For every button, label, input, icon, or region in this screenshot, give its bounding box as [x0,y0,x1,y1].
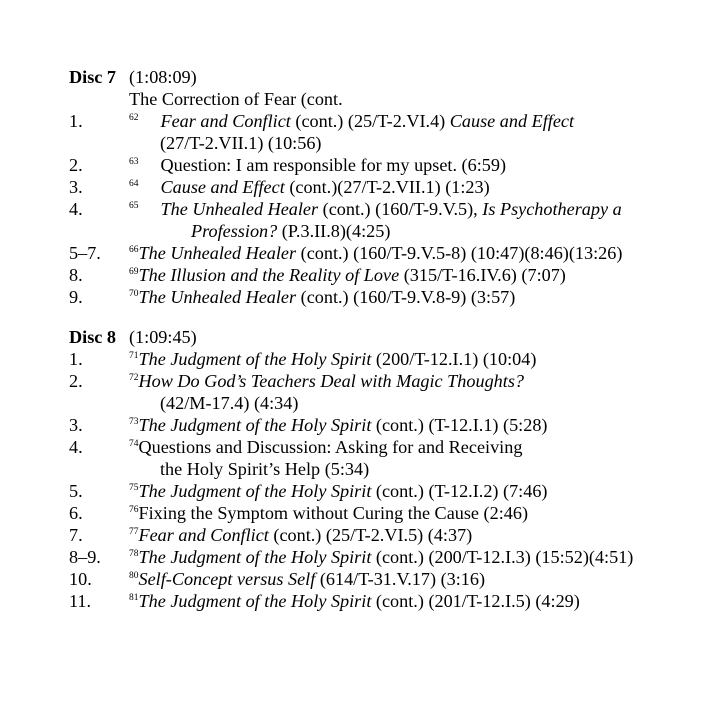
disc-7-section [69,66,689,308]
disc-subtitle: The Correction of Fear (cont. [129,89,343,109]
title-text: (P.3.II.8)(4:25) [277,221,391,241]
footnote-ref: 75 [129,483,139,493]
track-number: 11. [69,591,92,611]
track-row [69,264,689,286]
track-title [129,480,547,502]
disc-label: Disc 8 [69,327,116,347]
track-title [129,590,580,612]
title-text: (cont.) (25/T-2.VI.5) (4:37) [268,525,473,545]
track-title [129,264,566,286]
track-number: 2. [69,371,83,391]
footnote-ref: 66 [129,245,139,255]
title-italic: Self-Concept versus Self [138,569,316,589]
footnote-ref: 78 [129,549,139,559]
track-number: 10. [69,569,92,589]
track-row [69,568,689,590]
track-number: 3. [69,415,83,435]
disc-subtitle-line [69,88,689,110]
disc-header [69,66,689,88]
footnote-ref: 70 [129,289,139,299]
title-text: (cont.) (T-12.I.1) (5:28) [371,415,548,435]
footnote-ref: 74 [129,439,139,449]
track-number: 5–7. [69,243,101,263]
title-italic: Profession? [191,221,278,241]
footnote-ref: 64 [129,179,139,189]
track-number: 3. [69,177,83,197]
title-italic: The Unhealed Healer [138,243,297,263]
footnote-ref: 69 [129,267,139,277]
title-italic: Cause and Effect [449,111,575,131]
title-italic: The Judgment of the Holy Spirit [138,415,372,435]
track-number: 4. [69,437,83,457]
track-row [69,242,689,264]
track-row [69,590,689,612]
footnote-ref: 77 [129,527,139,537]
track-continuation: (27/T-2.VII.1) (10:56) [160,133,322,153]
track-title [129,546,633,568]
title-text: (cont.) (200/T-12.I.3) (15:52)(4:51) [371,547,634,567]
footnote-ref: 62 [129,113,139,123]
track-row [69,110,689,132]
track-number: 8. [69,265,83,285]
title-text: Questions and Discussion: Asking for and Receiving [138,437,523,457]
title-italic: Fear and Conflict [138,525,269,545]
track-continuation-row [69,458,689,480]
title-text: (614/T-31.V.17) (3:16) [315,569,486,589]
title-text: (315/T-16.IV.6) (7:07) [399,265,566,285]
track-title [129,502,528,524]
track-title [129,242,622,264]
track-title [129,176,490,198]
track-number: 6. [69,503,83,523]
track-title [129,414,547,436]
track-row [69,436,689,458]
track-title [129,198,622,220]
footnote-ref: 72 [129,373,139,383]
title-italic: The Judgment of the Holy Spirit [138,547,372,567]
track-title [129,154,506,176]
disc-duration: (1:08:09) [129,67,197,87]
track-number: 1. [69,111,83,131]
title-italic: The Unhealed Healer [160,199,319,219]
track-row [69,176,689,198]
title-italic: The Unhealed Healer [138,287,297,307]
track-row [69,348,689,370]
title-text: (cont.) (160/T-9.V.5), [318,199,483,219]
title-text: (cont.)(27/T-2.VII.1) (1:23) [284,177,490,197]
title-text: Fixing the Symptom without Curing the Cause (2:46) [138,503,529,523]
title-italic: Fear and Conflict [160,111,291,131]
title-text: (cont.) (160/T-9.V.8-9) (3:57) [296,287,516,307]
track-row [69,286,689,308]
track-row [69,370,689,392]
track-number: 2. [69,155,83,175]
footnote-ref: 71 [129,351,139,361]
title-italic: Is Psychotherapy a [482,199,622,219]
track-continuation [191,220,390,242]
footnote-ref: 76 [129,505,139,515]
title-italic: The Judgment of the Holy Spirit [138,591,372,611]
track-continuation-row [69,132,689,154]
track-continuation: (42/M-17.4) (4:34) [160,393,299,413]
footnote-ref: 73 [129,417,139,427]
title-italic: The Judgment of the Holy Spirit [138,349,372,369]
title-text: (cont.) (201/T-12.I.5) (4:29) [371,591,580,611]
track-row [69,502,689,524]
title-text: (cont.) (160/T-9.V.5-8) (10:47)(8:46)(13:26) [296,243,623,263]
track-number: 8–9. [69,547,101,567]
track-number: 9. [69,287,83,307]
track-row [69,480,689,502]
footnote-ref: 80 [129,571,139,581]
disc-label: Disc 7 [69,67,116,87]
track-row [69,524,689,546]
title-italic: How Do God’s Teachers Deal with Magic Thoughts? [138,371,524,391]
track-title [129,436,522,458]
track-continuation: the Holy Spirit’s Help (5:34) [160,459,370,479]
track-row [69,198,689,220]
footnote-ref: 81 [129,593,139,603]
track-title [129,286,515,308]
footnote-ref: 65 [129,201,139,211]
track-row [69,414,689,436]
title-text: (cont.) (25/T-2.VI.4) [290,111,450,131]
disc-duration: (1:09:45) [129,327,197,347]
track-number: 4. [69,199,83,219]
track-title [129,568,485,590]
title-text: Question: I am responsible for my upset. (6:59) [160,155,507,175]
track-title [129,370,524,392]
track-continuation-row [69,220,689,242]
title-italic: Cause and Effect [160,177,285,197]
title-text: (cont.) (T-12.I.2) (7:46) [371,481,548,501]
disc-8-section [69,326,689,612]
disc-header [69,326,689,348]
title-italic: The Illusion and the Reality of Love [138,265,400,285]
track-title [129,524,472,546]
track-continuation-row [69,392,689,414]
track-title [129,110,574,132]
track-row [69,154,689,176]
track-number: 1. [69,349,83,369]
footnote-ref: 63 [129,157,139,167]
title-italic: The Judgment of the Holy Spirit [138,481,372,501]
track-number: 5. [69,481,83,501]
title-text: (200/T-12.I.1) (10:04) [371,349,537,369]
track-number: 7. [69,525,83,545]
track-title [129,348,536,370]
track-row [69,546,689,568]
